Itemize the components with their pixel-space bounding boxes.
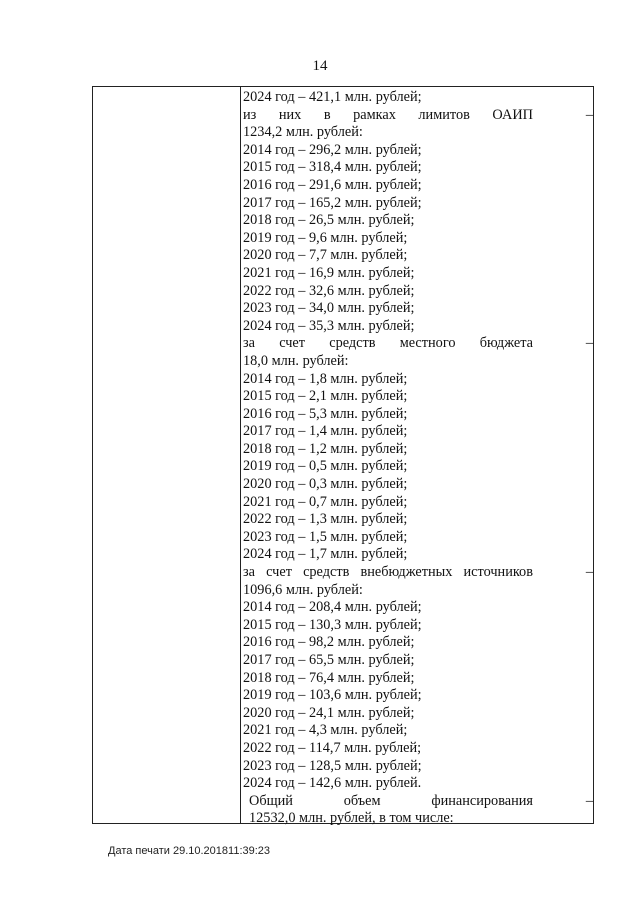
word: внебюджетных (360, 564, 453, 581)
line-dash: – (585, 564, 593, 581)
word: Общий (249, 792, 293, 809)
text-line: 2015 год – 2,1 млн. рублей; (243, 388, 408, 405)
text-line: 2022 год – 32,6 млн. рублей; (243, 282, 415, 299)
text-line: 1234,2 млн. рублей: (243, 124, 363, 141)
text-line: 2022 год – 1,3 млн. рублей; (243, 511, 408, 528)
table-right-column (243, 89, 593, 827)
text-line: 18,0 млн. рублей: (243, 352, 349, 369)
text-line: 2024 год – 421,1 млн. рублей; (243, 89, 422, 105)
text-line: 2024 год – 35,3 млн. рублей; (243, 317, 415, 334)
word: средств (329, 335, 376, 352)
line-dash: – (585, 335, 593, 352)
word: объем (343, 792, 381, 809)
text-line: 2020 год – 7,7 млн. рублей; (243, 247, 408, 264)
text-line: 2015 год – 318,4 млн. рублей; (243, 159, 422, 176)
word: из (243, 106, 257, 123)
word: средств (303, 564, 350, 581)
text-line: 2017 год – 65,5 млн. рублей; (243, 652, 415, 668)
text-line: 2015 год – 130,3 млн. рублей; (243, 616, 422, 633)
text-line: 2021 год – 0,7 млн. рублей; (243, 493, 408, 510)
text-line: 12532,0 млн. рублей, в том числе: (249, 810, 454, 827)
text-line: 2018 год – 1,2 млн. рублей; (243, 440, 408, 457)
word: в (323, 106, 331, 123)
text-line: 2014 год – 296,2 млн. рублей; (243, 141, 422, 158)
text-line (243, 106, 593, 125)
word: ОАИП (492, 106, 533, 123)
text-line (243, 335, 593, 353)
text-line (243, 564, 593, 582)
text-line: 2024 год – 1,7 млн. рублей; (243, 546, 408, 563)
word: бюджета (479, 335, 533, 352)
text-line: 2018 год – 26,5 млн. рублей; (243, 212, 415, 229)
text-line: 2018 год – 76,4 млн. рублей; (243, 669, 415, 686)
table-left-column (93, 87, 241, 823)
text-line: 2020 год – 0,3 млн. рублей; (243, 476, 408, 493)
page-number: 14 (312, 58, 328, 74)
word: за (243, 564, 255, 581)
text-line: 2016 год – 98,2 млн. рублей; (243, 634, 415, 651)
document-table (92, 86, 594, 827)
line-dash: – (585, 106, 593, 123)
text-line: 1096,6 млн. рублей: (243, 581, 363, 598)
word: местного (399, 335, 456, 352)
word: финансирования (431, 792, 533, 809)
line-dash: – (585, 792, 593, 809)
word: счет (279, 335, 306, 352)
text-line: 2023 год – 34,0 млн. рублей; (243, 300, 415, 317)
text-line: 2021 год – 4,3 млн. рублей; (243, 722, 408, 739)
text-line (243, 792, 593, 811)
text-line: 2016 год – 291,6 млн. рублей; (243, 176, 422, 193)
text-line: 2024 год – 142,6 млн. рублей. (243, 775, 422, 792)
word: рамках (353, 106, 396, 123)
word: счет (266, 564, 292, 581)
text-line: 2021 год – 16,9 млн. рублей; (243, 264, 415, 281)
text-line: 2016 год – 5,3 млн. рублей; (243, 405, 408, 422)
text-line: 2017 год – 165,2 млн. рублей; (243, 194, 422, 211)
text-line: 2019 год – 103,6 млн. рублей; (243, 687, 422, 704)
text-line: 2020 год – 24,1 млн. рублей; (243, 704, 415, 721)
word: лимитов (418, 106, 470, 123)
text-line: 2023 год – 1,5 млн. рублей; (243, 528, 408, 545)
word: за (243, 335, 255, 352)
print-date-footer: Дата печати 29.10.201811:39:23 (108, 845, 271, 857)
text-line: 2019 год – 0,5 млн. рублей; (243, 458, 408, 475)
text-line: 2017 год – 1,4 млн. рублей; (243, 423, 408, 440)
text-line: 2019 год – 9,6 млн. рублей; (243, 229, 408, 246)
text-line: 2022 год – 114,7 млн. рублей; (243, 739, 422, 756)
word: источников (463, 564, 533, 581)
text-line: 2023 год – 128,5 млн. рублей; (243, 757, 422, 774)
text-line: 2014 год – 208,4 млн. рублей; (243, 599, 422, 616)
text-line: 2014 год – 1,8 млн. рублей; (243, 370, 408, 387)
word: них (278, 106, 302, 123)
